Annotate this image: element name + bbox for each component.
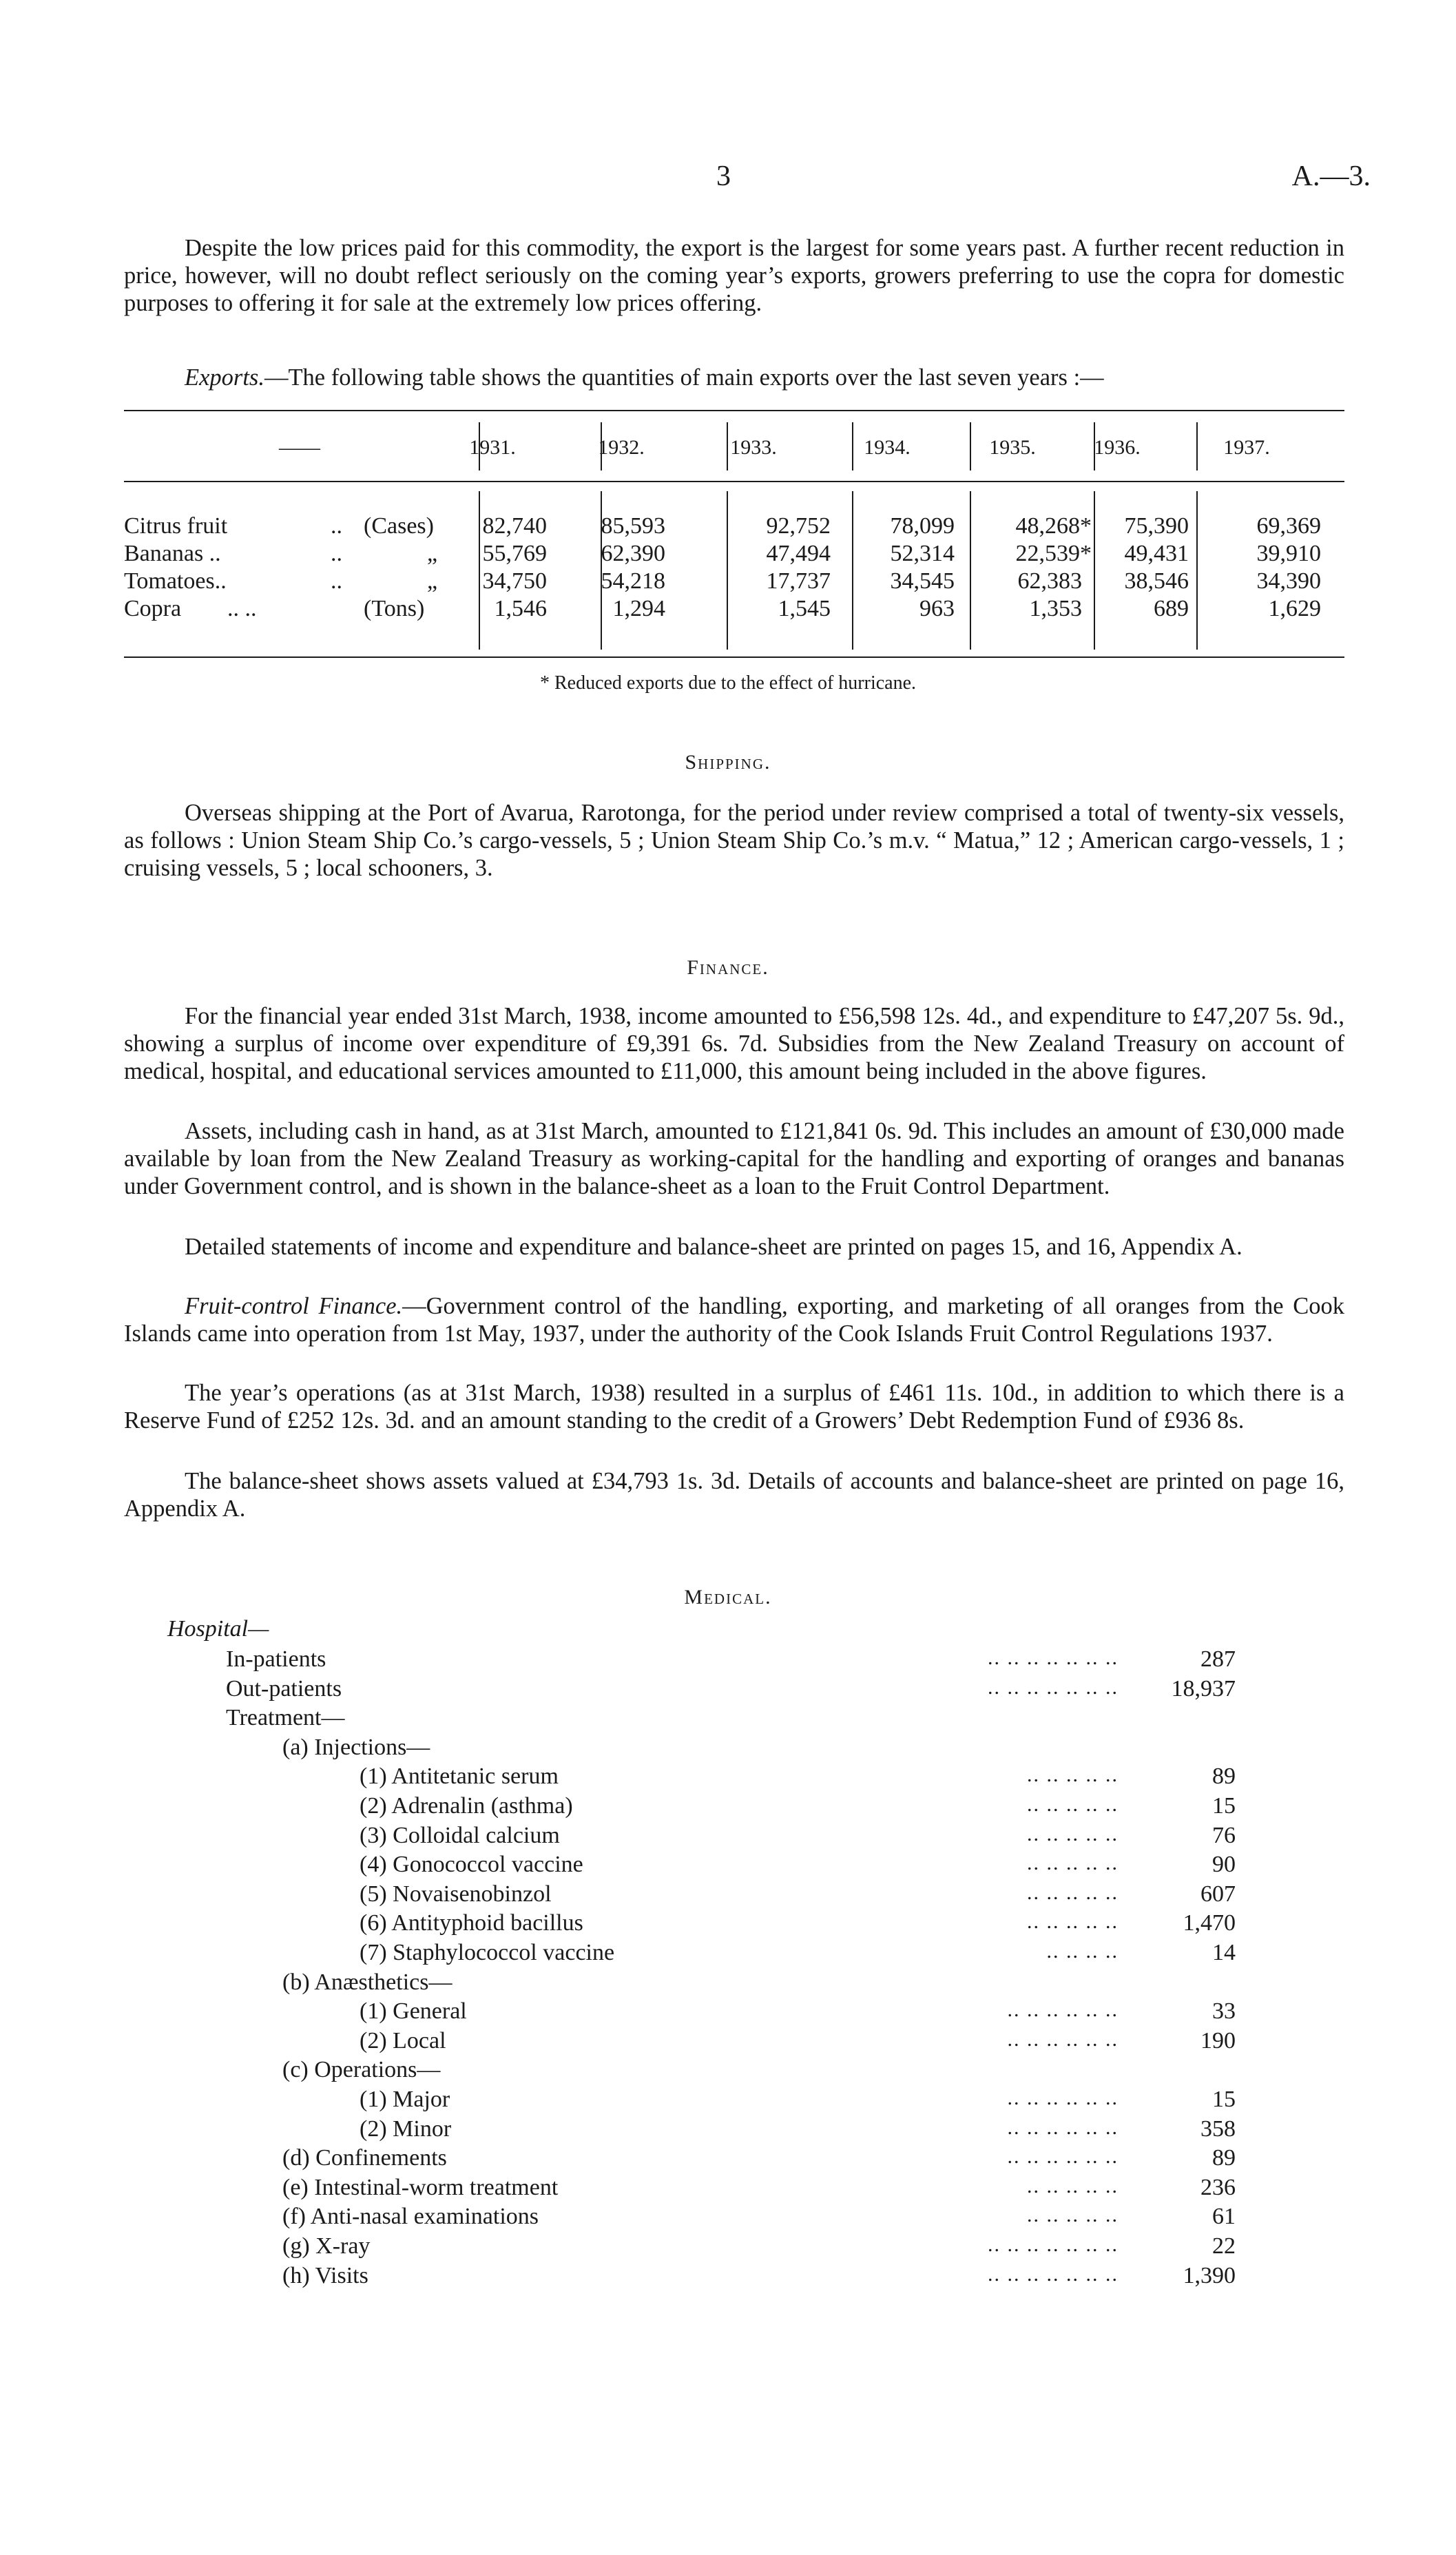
column-divider: [1196, 491, 1198, 650]
table-cell: 1,546: [494, 596, 547, 621]
column-divider: [479, 422, 480, 470]
leader-dots: ..: [331, 568, 342, 594]
medical-item-label: (3) Colloidal calcium: [360, 1823, 560, 1848]
year-header: 1934.: [864, 436, 911, 459]
table-header-rule: [124, 481, 1344, 482]
medical-item-value: 236: [1200, 2175, 1236, 2200]
table-row-unit: „: [427, 541, 438, 566]
table-cell: 34,545: [890, 568, 955, 594]
year-header: 1935.: [989, 436, 1036, 459]
year-header: 1932.: [598, 436, 645, 459]
leader-dots: .. ..: [227, 596, 257, 621]
medical-item-label: (2) Minor: [360, 2116, 452, 2142]
table-cell: 1,545: [778, 596, 831, 621]
table-row-label: Bananas ..: [124, 541, 221, 566]
table-cell: 54,218: [601, 568, 665, 594]
intro-paragraph: Despite the low prices paid for this commodity, the export is the largest for some years past. A further recent reduction in price, however, will no doubt reflect seriously on the coming year’s exports, growers preferring to use the copra for domestic purposes to offering it for sale at the extremely low prices offering.: [124, 235, 1344, 316]
medical-item-value: 61: [1212, 2204, 1236, 2229]
medical-item-label: (g) X-ray: [282, 2233, 371, 2259]
exports-heading: Exports.: [185, 364, 264, 391]
medical-item-label: (f) Anti-nasal examinations: [282, 2204, 539, 2229]
medical-item-label: (4) Gonococcol vaccine: [360, 1852, 583, 1877]
medical-item-label: (1) Major: [360, 2087, 450, 2112]
table-cell: 92,752: [766, 513, 831, 539]
document-reference: A.—3.: [1291, 161, 1371, 192]
leader-dots: .. .. .. .. .. .. ..: [988, 2233, 1119, 2256]
finance-heading: Finance.: [687, 956, 769, 979]
table-cell: 49,431: [1124, 541, 1189, 566]
column-divider: [1094, 422, 1095, 470]
medical-item-label: (2) Local: [360, 2028, 446, 2054]
table-cell: 82,740: [482, 513, 547, 539]
table-cell: 963: [919, 596, 955, 621]
finance-paragraph-5: The year’s operations (as at 31st March, 1938) resulted in a surplus of £461 11s. 10d., in addition to which there is a Reserve Fund of £252 12s. 3d. and an amount standing to the credit of a Growers’ Debt Redemption Fund of £936 8s.: [124, 1380, 1344, 1434]
medical-item-value: 89: [1212, 1763, 1236, 1789]
stub-header: ——: [279, 436, 320, 459]
finance-paragraph-4: [124, 1292, 1344, 1347]
table-cell: 69,369: [1256, 513, 1321, 539]
year-header: 1933.: [730, 436, 777, 459]
medical-item-label: (1) Antitetanic serum: [360, 1763, 559, 1789]
leader-dots: .. .. .. .. .. ..: [1007, 1998, 1119, 2021]
table-cell: 62,390: [601, 541, 665, 566]
year-header: 1931.: [469, 436, 516, 459]
medical-item-label: (5) Novaisenobinzol: [360, 1881, 552, 1907]
leader-dots: .. .. .. .. .. ..: [1007, 2145, 1119, 2168]
leader-dots: .. .. .. .. .. .. ..: [988, 1676, 1119, 1699]
medical-item-label: (h) Visits: [282, 2263, 368, 2288]
table-footnote: * Reduced exports due to the effect of hurricane.: [539, 672, 917, 694]
medical-item-label: (d) Confinements: [282, 2145, 447, 2171]
exports-intro: [124, 364, 1344, 391]
medical-item-value: 18,937: [1171, 1676, 1236, 1701]
table-cell: 85,593: [601, 513, 665, 539]
medical-item-value: 287: [1200, 1646, 1236, 1672]
leader-dots: .. .. .. .. .. .. ..: [988, 1646, 1119, 1669]
page-number: 3: [716, 161, 731, 192]
medical-heading: Medical.: [684, 1586, 772, 1608]
leader-dots: .. .. .. .. ..: [1027, 2204, 1119, 2226]
shipping-heading: Shipping.: [685, 751, 771, 774]
medical-item-value: 76: [1212, 1823, 1236, 1848]
medical-item-value: 607: [1200, 1881, 1236, 1907]
medical-item-value: 190: [1200, 2028, 1236, 2054]
table-cell: 52,314: [890, 541, 955, 566]
year-header: 1936.: [1094, 436, 1141, 459]
table-row-label: Citrus fruit: [124, 513, 228, 539]
medical-item-label: Treatment—: [226, 1705, 345, 1730]
medical-item-label: (c) Operations—: [282, 2057, 441, 2082]
table-row-unit: „: [427, 568, 438, 594]
medical-item-label: (6) Antityphoid bacillus: [360, 1910, 583, 1936]
medical-item-label: (7) Staphylococcol vaccine: [360, 1940, 615, 1965]
table-cell: 62,383: [1017, 568, 1082, 594]
medical-item-value: 1,470: [1183, 1910, 1236, 1936]
hospital-label: Hospital—: [167, 1616, 269, 1642]
finance-paragraph-3: Detailed statements of income and expenditure and balance-sheet are printed on pages 15, and 16, Appendix A.: [185, 1234, 1242, 1260]
exports-heading-text: —The following table shows the quantities of main exports over the last seven years :—: [264, 364, 1104, 391]
medical-item-value: 14: [1212, 1940, 1236, 1965]
medical-item-value: 89: [1212, 2145, 1236, 2171]
year-header: 1937.: [1223, 436, 1270, 459]
leader-dots: .. .. .. .. ..: [1027, 1881, 1119, 1904]
table-cell: 47,494: [766, 541, 831, 566]
leader-dots: ..: [331, 541, 342, 566]
table-row-unit: (Cases): [364, 513, 434, 539]
leader-dots: .. .. .. .. .. .. ..: [988, 2263, 1119, 2286]
table-cell: 38,546: [1124, 568, 1189, 594]
medical-item-label: (e) Intestinal-worm treatment: [282, 2175, 559, 2200]
medical-item-value: 15: [1212, 1793, 1236, 1819]
table-row-unit: (Tons): [364, 596, 425, 621]
table-cell: 78,099: [890, 513, 955, 539]
medical-item-label: (a) Injections—: [282, 1735, 430, 1760]
table-cell: 75,390: [1124, 513, 1189, 539]
table-bottom-rule: [124, 656, 1344, 658]
leader-dots: .. .. .. .. .. ..: [1007, 2116, 1119, 2139]
table-cell: 34,390: [1256, 568, 1321, 594]
finance-paragraph-2: Assets, including cash in hand, as at 31st March, amounted to £121,841 0s. 9d. This includes an amount of £30,000 made available by loan from the New Zealand Treasury as working-capital for the handling and exporting of oranges and bananas under Government control, and is shown in the balance-sheet as a loan to the Fruit Control Department.: [124, 1118, 1344, 1199]
medical-item-label: (2) Adrenalin (asthma): [360, 1793, 573, 1819]
table-cell: 34,750: [482, 568, 547, 594]
medical-item-value: 22: [1212, 2233, 1236, 2259]
medical-item-value: 90: [1212, 1852, 1236, 1877]
leader-dots: .. .. .. .. ..: [1027, 1910, 1119, 1933]
finance-paragraph-1: For the financial year ended 31st March, 1938, income amounted to £56,598 12s. 4d., and expenditure to £47,207 5s. 9d., showing a surplus of income over expenditure of £9,391 6s. 7d. Subsidies from the New Zealand Treasury on account of medical, hospital, and educational services amounted to £11,000, this amount being included in the above figures.: [124, 1003, 1344, 1084]
leader-dots: .. .. .. .. ..: [1027, 1793, 1119, 1816]
table-cell: 55,769: [482, 541, 547, 566]
table-row-label: Copra: [124, 596, 182, 621]
medical-item-label: Out-patients: [226, 1676, 342, 1701]
column-divider: [970, 422, 971, 470]
medical-item-value: 33: [1212, 1998, 1236, 2024]
table-cell: 1,294: [612, 596, 665, 621]
exports-table: [124, 410, 1344, 668]
leader-dots: .. .. .. .. .. ..: [1007, 2028, 1119, 2051]
table-cell: 689: [1154, 596, 1189, 621]
medical-item-label: (1) General: [360, 1998, 467, 2024]
table-cell: 22,539*: [1015, 541, 1092, 566]
column-divider: [727, 422, 728, 470]
table-top-rule: [124, 410, 1344, 411]
table-cell: 39,910: [1256, 541, 1321, 566]
table-cell: 17,737: [766, 568, 831, 594]
column-divider: [852, 422, 853, 470]
table-cell: 1,353: [1029, 596, 1082, 621]
medical-item-value: 1,390: [1183, 2263, 1236, 2288]
medical-item-label: (b) Anæsthetics—: [282, 1969, 453, 1995]
finance-paragraph-6: The balance-sheet shows assets valued at £34,793 1s. 3d. Details of accounts and balance-sheet are printed on page 16, Appendix A.: [124, 1468, 1344, 1522]
leader-dots: .. .. .. .. .. ..: [1007, 2087, 1119, 2109]
medical-item-value: 358: [1200, 2116, 1236, 2142]
column-divider: [1196, 422, 1198, 470]
leader-dots: .. .. .. .. ..: [1027, 2175, 1119, 2197]
leader-dots: .. .. .. .. ..: [1027, 1823, 1119, 1845]
leader-dots: ..: [331, 513, 342, 539]
table-cell: 48,268*: [1015, 513, 1092, 539]
fruit-control-finance-heading: Fruit-control Finance.: [185, 1293, 403, 1319]
leader-dots: .. .. .. .. ..: [1027, 1763, 1119, 1786]
table-cell: 1,629: [1268, 596, 1321, 621]
shipping-paragraph: Overseas shipping at the Port of Avarua, Rarotonga, for the period under review comprised a total of twenty-six vessels, as follows : Union Steam Ship Co.’s cargo-vessels, 5 ; Union Steam Ship Co.’s m.v. “ Matua,” 12 ; American cargo-vessels, 1 ; cruising vessels, 5 ; local schooners, 3.: [124, 800, 1344, 881]
table-row-label: Tomatoes..: [124, 568, 227, 594]
leader-dots: .. .. .. ..: [1046, 1940, 1119, 1963]
leader-dots: .. .. .. .. ..: [1027, 1852, 1119, 1874]
medical-item-value: 15: [1212, 2087, 1236, 2112]
medical-item-label: In-patients: [226, 1646, 326, 1672]
fruit-control-finance-text: —Government control of the handling, exporting, and marketing of all oranges from the Cook Islands came into operation from 1st May, 1937, under the authority of the Cook Islands Fruit Control Regulations 1937.: [124, 1293, 1344, 1347]
column-divider: [601, 422, 602, 470]
